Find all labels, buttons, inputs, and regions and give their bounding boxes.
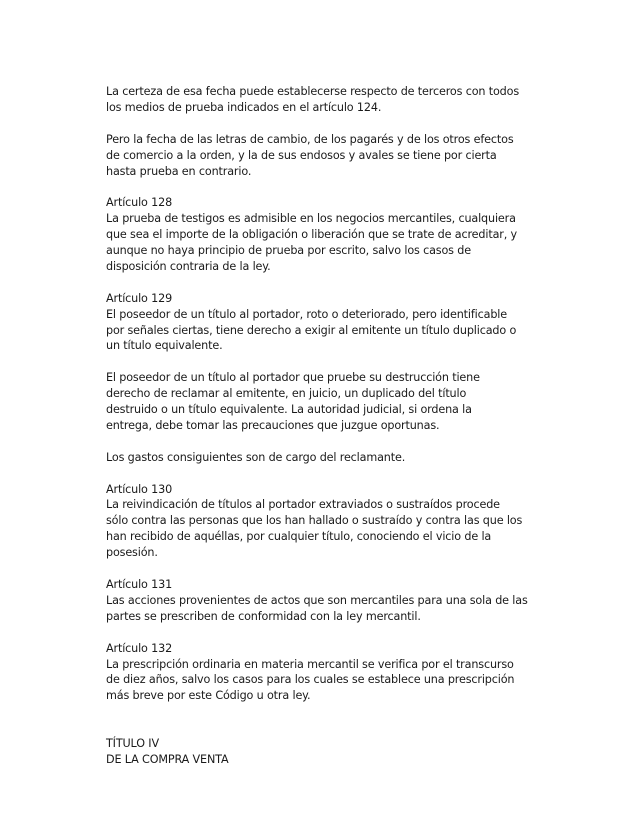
text-line: La prueba de testigos es admisible en los negocios mercantiles, cualquiera bbox=[106, 212, 516, 226]
article-131 bbox=[106, 577, 546, 625]
text-line: han recibido de aquéllas, por cualquier título, conociendo el vicio de la bbox=[106, 530, 492, 544]
text-line: un título equivalente. bbox=[106, 339, 223, 353]
article-heading: Artículo 132 bbox=[106, 641, 173, 655]
title-iv-block bbox=[106, 736, 546, 768]
text-line: por señales ciertas, tiene derecho a exigir al emitente un título duplicado o bbox=[106, 323, 517, 337]
document-page bbox=[106, 84, 546, 768]
text-line: entrega, debe tomar las precauciones que juzgue oportunas. bbox=[106, 418, 440, 432]
text-line: posesión. bbox=[106, 546, 158, 560]
text-line: de diez años, salvo los casos para los cuales se establece una prescripción bbox=[106, 673, 515, 687]
text-line: sólo contra las personas que los han hallado o sustraído y contra las que los bbox=[106, 514, 523, 528]
text-line: los medios de prueba indicados en el artículo 124. bbox=[106, 100, 382, 114]
text-line: El poseedor de un título al portador que pruebe su destrucción tiene bbox=[106, 371, 480, 385]
text-line: derecho de reclamar al emitente, en juicio, un duplicado del título bbox=[106, 387, 467, 401]
title-heading: TÍTULO IV bbox=[106, 737, 159, 751]
text-line: partes se prescriben de conformidad con la ley mercantil. bbox=[106, 609, 421, 623]
paragraph-gastos bbox=[106, 450, 546, 466]
article-129 bbox=[106, 291, 546, 355]
article-heading: Artículo 128 bbox=[106, 196, 173, 210]
text-line: La certeza de esa fecha puede establecerse respecto de terceros con todos bbox=[106, 85, 520, 98]
article-heading: Artículo 131 bbox=[106, 577, 173, 591]
article-132 bbox=[106, 641, 546, 705]
article-heading: Artículo 130 bbox=[106, 482, 173, 496]
text-line: El poseedor de un título al portador, roto o deteriorado, pero identificable bbox=[106, 307, 507, 321]
text-line: La prescripción ordinaria en materia mercantil se verifica por el transcurso bbox=[106, 657, 514, 671]
text-line: aunque no haya principio de prueba por escrito, salvo los casos de bbox=[106, 244, 471, 258]
text-line: Los gastos consiguientes son de cargo del reclamante. bbox=[106, 450, 406, 464]
text-line: que sea el importe de la obligación o liberación que se trate de acreditar, y bbox=[106, 228, 518, 242]
text-line: más breve por este Código u otra ley. bbox=[106, 689, 311, 703]
text-line: hasta prueba en contrario. bbox=[106, 164, 252, 178]
title-subheading: DE LA COMPRA VENTA bbox=[106, 752, 229, 766]
paragraph-certeza-fecha bbox=[106, 84, 546, 116]
paragraph-titulo-destruido bbox=[106, 370, 546, 434]
text-line: de comercio a la orden, y la de sus endosos y avales se tiene por cierta bbox=[106, 148, 497, 162]
text-line: disposición contraria de la ley. bbox=[106, 259, 271, 273]
text-line: Las acciones provenientes de actos que son mercantiles para una sola de las bbox=[106, 593, 528, 607]
article-128 bbox=[106, 195, 546, 275]
article-heading: Artículo 129 bbox=[106, 291, 173, 305]
article-130 bbox=[106, 482, 546, 562]
text-line: Pero la fecha de las letras de cambio, de los pagarés y de los otros efectos bbox=[106, 132, 514, 146]
text-line: destruido o un título equivalente. La autoridad judicial, si ordena la bbox=[106, 403, 472, 417]
text-line: La reivindicación de títulos al portador extraviados o sustraídos procede bbox=[106, 498, 500, 512]
paragraph-fecha-letras-cambio bbox=[106, 132, 546, 180]
